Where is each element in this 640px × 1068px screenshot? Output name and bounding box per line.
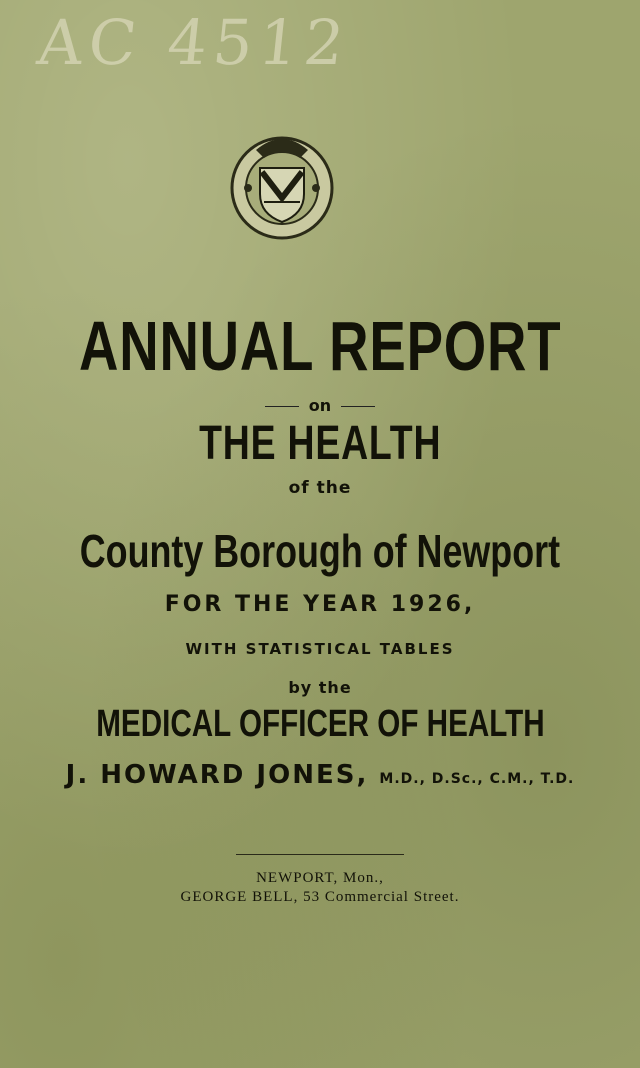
author-line [0,760,640,790]
imprint-divider [236,854,404,855]
on-connector [0,396,640,415]
report-title: ANNUAL REPORT [78,307,562,385]
on-text: on [308,396,332,415]
tables-line: WITH STATISTICAL TABLES [185,640,455,658]
report-year: FOR THE YEAR 1926, [164,592,476,617]
by-the-connector: by the [288,678,352,697]
imprint-place: NEWPORT, Mon., [256,870,384,886]
of-the-connector: of the [288,478,352,498]
borough-seal-icon [226,128,338,244]
officer-title: MEDICAL OFFICER OF HEALTH [95,703,545,745]
left-dash [265,406,299,407]
authority-name: County Borough of Newport [79,525,561,577]
author-name: J. HOWARD JONES, [65,760,369,790]
imprint-printer: GEORGE BELL, 53 Commercial Street. [180,889,460,905]
right-dash [341,406,375,407]
handwritten-shelfmark: AC 4512 [34,6,354,79]
author-qualifications: M.D., D.Sc., C.M., T.D. [379,771,575,787]
report-subject: THE HEALTH [198,417,442,470]
